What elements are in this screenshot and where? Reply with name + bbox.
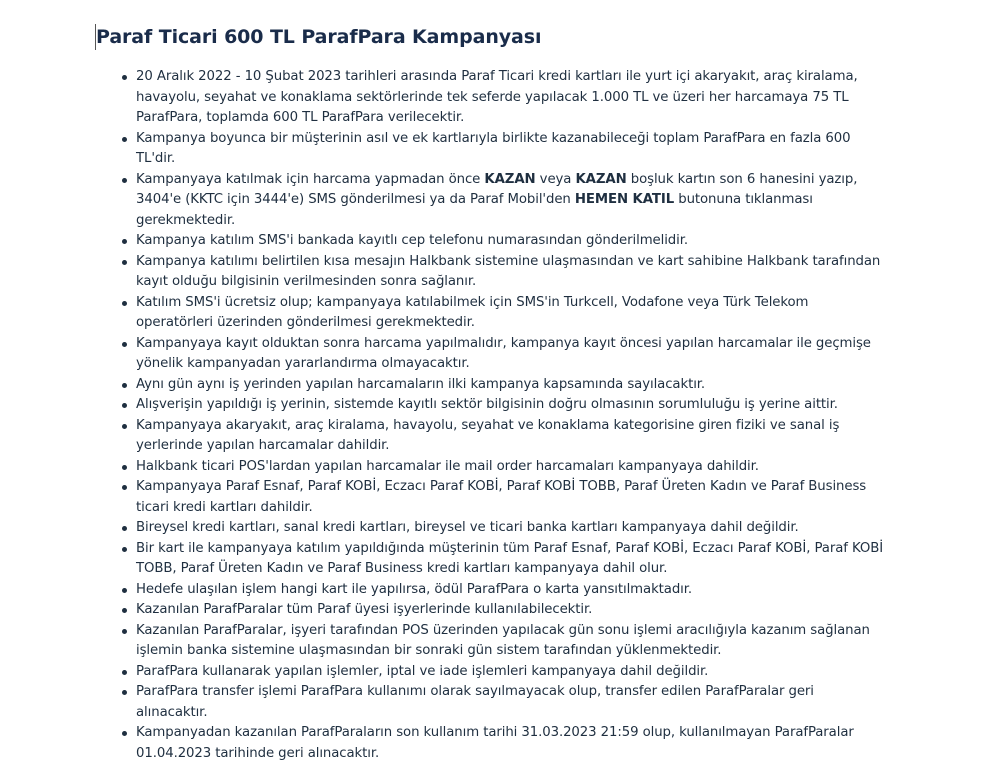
list-item: Kampanyaya kayıt olduktan sonra harcama yapılmalıdır, kampanya kayıt öncesi yapılan harcamalar ile geçmişe yönelik kampanyadan yararlandırma olmayacaktır. [136, 334, 888, 375]
list-item: 20 Aralık 2022 - 10 Şubat 2023 tarihleri arasında Paraf Ticari kredi kartları ile yurt içi akaryakıt, araç kiralama, havayolu, seyahat ve konaklama sektörlerinde tek seferde yapılacak 1.000 TL ve üzeri her harcamaya 75 TL ParafPara, toplamda 600 TL ParafPara verilecektir. [136, 67, 888, 129]
item-text: boşluk kartın son 6 hanesini yazıp, 3404'e (KKTC için 3444'e) SMS gönderilmesi ya da Paraf Mobil'den [136, 171, 858, 207]
list-item: Kampanyaya Paraf Esnaf, Paraf KOBİ, Eczacı Paraf KOBİ, Paraf KOBİ TOBB, Paraf Üreten Kadın ve Paraf Business ticari kredi kartları dahildir. [136, 477, 888, 518]
list-item: Kazanılan ParafParalar, işyeri tarafından POS üzerinden yapılacak gün sonu işlemi aracılığıyla kazanım sağlanan işlemin banka sistemine ulaşmasından bir sonraki gün sistem tarafından yüklenmektedir. [136, 621, 888, 662]
list-item: Aynı gün aynı iş yerinden yapılan harcamaların ilki kampanya kapsamında sayılacaktır. [136, 375, 888, 396]
keyword-hemen-katil: HEMEN KATIL [574, 192, 675, 207]
list-item: ParafPara kullanarak yapılan işlemler, iptal ve iade işlemleri kampanyaya dahil değildir. [136, 662, 888, 683]
list-item [136, 170, 888, 232]
list-item: Kampanyadan kazanılan ParafParaların son kullanım tarihi 31.03.2023 21:59 olup, kullanılmayan ParafParalar 01.04.2023 tarihinde geri alınacaktır. [136, 723, 888, 764]
list-item: Kampanya katılım SMS'i bankada kayıtlı cep telefonu numarasından gönderilmelidir. [136, 231, 888, 252]
list-item: Hedefe ulaşılan işlem hangi kart ile yapılırsa, ödül ParafPara o karta yansıtılmaktadır. [136, 580, 888, 601]
keyword-kazan: KAZAN [484, 171, 536, 187]
list-item: Kazanılan ParafParalar tüm Paraf üyesi işyerlerinde kullanılabilecektir. [136, 600, 888, 621]
keyword-kazan-2: KAZAN [575, 171, 627, 187]
item-text: butonuna tıklanması gerekmektedir. [136, 192, 813, 228]
list-item: Halkbank ticari POS'lardan yapılan harcamalar ile mail order harcamaları kampanyaya dahildir. [136, 457, 888, 478]
list-item: Kampanyaya akaryakıt, araç kiralama, havayolu, seyahat ve konaklama kategorisine giren fiziki ve sanal iş yerlerinde yapılan harcamalar dahildir. [136, 416, 888, 457]
list-item: Bir kart ile kampanyaya katılım yapıldığında müşterinin tüm Paraf Esnaf, Paraf KOBİ, Eczacı Paraf KOBİ, Paraf KOBİ TOBB, Paraf Üreten Kadın ve Paraf Business kredi kartları kampanyaya dahil olur. [136, 539, 888, 580]
campaign-terms-list [136, 67, 888, 764]
list-item: Bireysel kredi kartları, sanal kredi kartları, bireysel ve ticari banka kartları kampanyaya dahil değildir. [136, 518, 888, 539]
page-title: Paraf Ticari 600 TL ParafPara Kampanyası [96, 26, 542, 48]
list-item: Katılım SMS'i ücretsiz olup; kampanyaya katılabilmek için SMS'in Turkcell, Vodafone veya Türk Telekom operatörleri üzerinden gönderilmesi gerekmektedir. [136, 293, 888, 334]
list-item: ParafPara transfer işlemi ParafPara kullanımı olarak sayılmayacak olup, transfer edilen ParafParalar geri alınacaktır. [136, 682, 888, 723]
item-text: veya [535, 171, 576, 187]
list-item: Kampanya boyunca bir müşterinin asıl ve ek kartlarıyla birlikte kazanabileceği toplam ParafPara en fazla 600 TL'dir. [136, 129, 888, 170]
item-text: Kampanyaya katılmak için harcama yapmadan önce [136, 171, 485, 187]
list-item: Alışverişin yapıldığı iş yerinin, sistemde kayıtlı sektör bilgisinin doğru olmasının sorumluluğu iş yerine aittir. [136, 395, 888, 416]
list-item: Kampanya katılımı belirtilen kısa mesajın Halkbank sistemine ulaşmasından ve kart sahibine Halkbank tarafından kayıt olduğu bilgisinin verilmesinden sonra sağlanır. [136, 252, 888, 293]
